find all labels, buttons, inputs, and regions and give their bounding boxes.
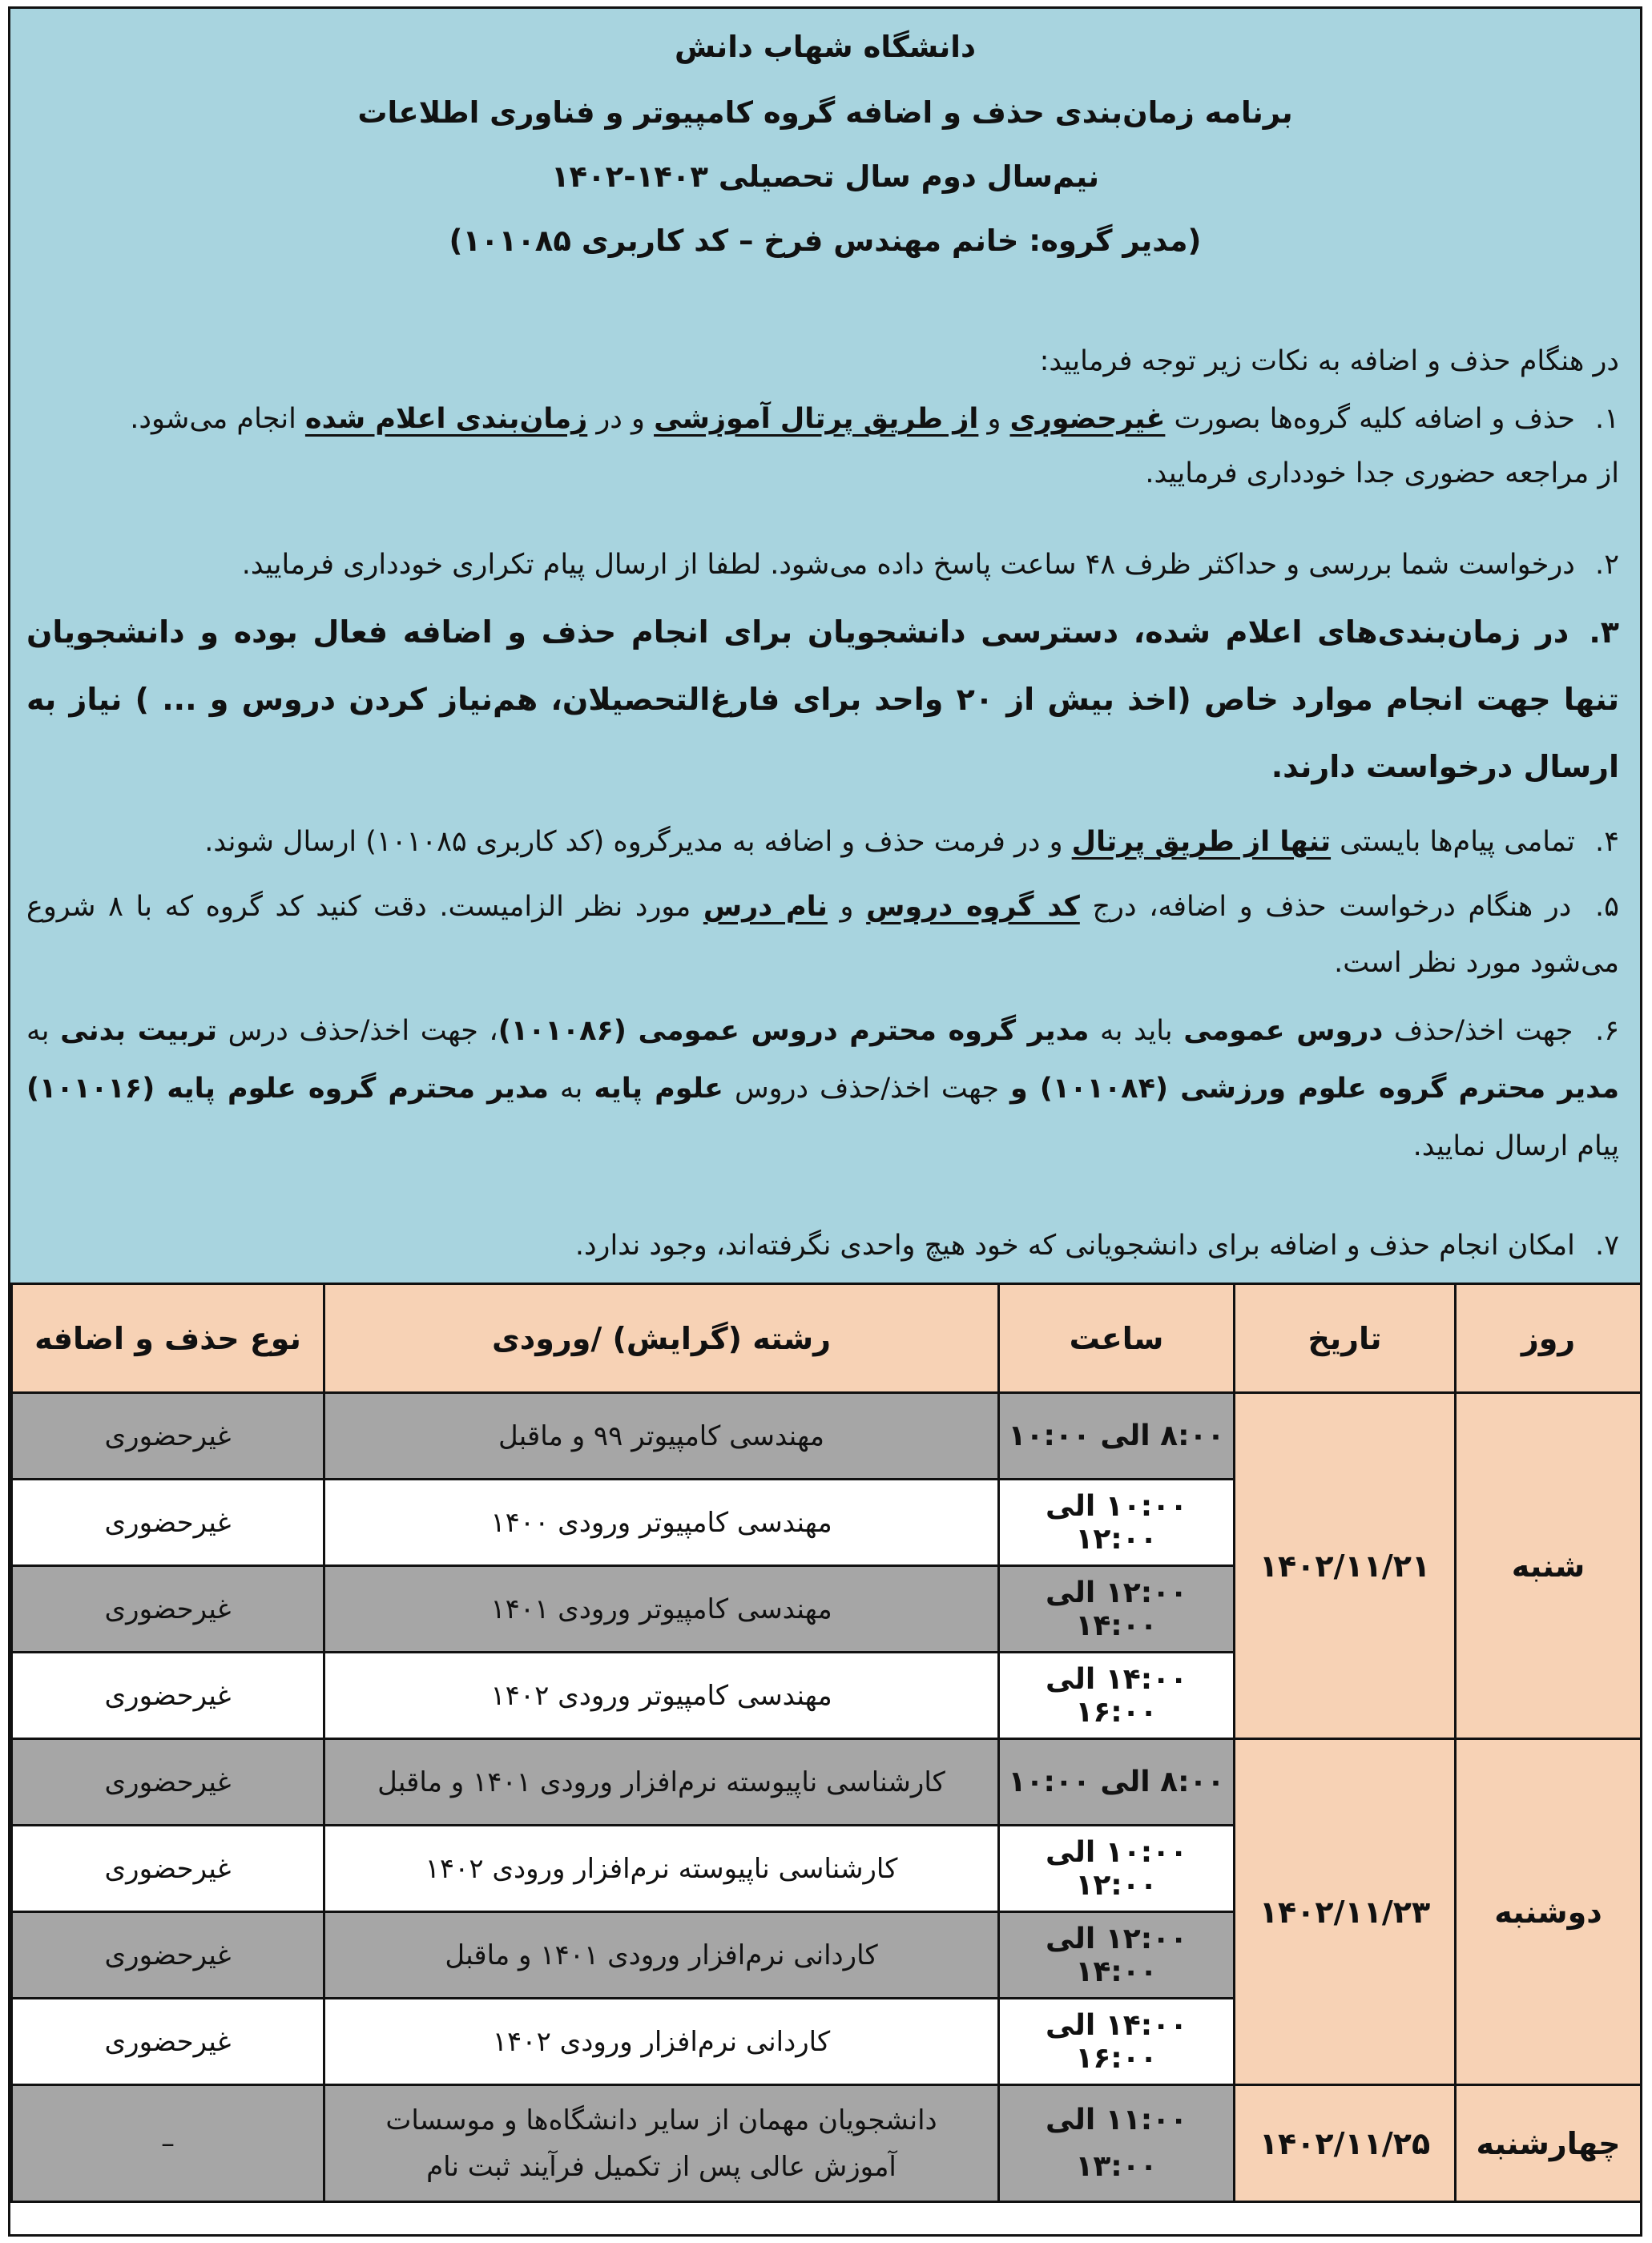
type-cell: – bbox=[12, 2085, 324, 2202]
table-row bbox=[12, 2085, 1642, 2202]
time-cell: ۱۲:۰۰ الی ۱۴:۰۰ bbox=[999, 1566, 1235, 1653]
intro-text: در هنگام حذف و اضافه به نکات زیر توجه فرمایید: bbox=[1039, 345, 1619, 377]
header-type: نوع حذف و اضافه bbox=[12, 1284, 324, 1393]
day-cell: دوشنبه bbox=[1456, 1739, 1642, 2085]
time-cell: ۱۴:۰۰ الی ۱۶:۰۰ bbox=[999, 1999, 1235, 2085]
type-cell: غیرحضوری bbox=[12, 1653, 324, 1739]
note-3: ۳. در زمان‌بندی‌های اعلام شده، دسترسی دانشجویان برای انجام حذف و اضافه فعال بوده و دانشجویان تنها جهت انجام موارد خاص (اخذ بیش از ۲۰ واحد برای فارغ‌التحصیلان، هم‌نیاز کردن دروس و ... ) نیاز به ارسال درخواست دارند. bbox=[26, 614, 1620, 784]
major-cell: مهندسی کامپیوتر ورودی ۱۴۰۲ bbox=[324, 1653, 999, 1739]
time-cell: ۸:۰۰ الی ۱۰:۰۰ bbox=[999, 1739, 1235, 1826]
time-cell: ۱۰:۰۰ الی ۱۲:۰۰ bbox=[999, 1480, 1235, 1566]
schedule-table bbox=[10, 1283, 1642, 2203]
notice-header bbox=[10, 9, 1640, 1283]
type-cell: غیرحضوری bbox=[12, 1566, 324, 1653]
note-7: ۷. امکان انجام حذف و اضافه برای دانشجویانی که خود هیچ واحدی نگرفته‌اند، وجود ندارد. bbox=[574, 1230, 1619, 1262]
major-cell: کاردانی نرم‌افزار ورودی ۱۴۰۱ و ماقبل bbox=[324, 1912, 999, 1999]
university-name: دانشگاه شهاب دانش bbox=[675, 30, 976, 64]
major-cell bbox=[324, 2085, 999, 2202]
type-cell: غیرحضوری bbox=[12, 1393, 324, 1480]
type-cell: غیرحضوری bbox=[12, 1826, 324, 1912]
day-cell: شنبه bbox=[1456, 1393, 1642, 1739]
major-cell: کارشناسی ناپیوسته نرم‌افزار ورودی ۱۴۰۱ و ماقبل bbox=[324, 1739, 999, 1826]
header-day: روز bbox=[1456, 1284, 1642, 1393]
time-cell: ۸:۰۰ الی ۱۰:۰۰ bbox=[999, 1393, 1235, 1480]
note-1: ۱. حذف و اضافه کلیه گروه‌ها بصورت غیرحضوری و از طریق پرتال آموزشی و در زمان‌بندی اعلام شده انجام می‌شود. از مراجعه حضوری جدا خودداری فرمایید. bbox=[130, 403, 1619, 489]
time-cell: ۱۱:۰۰ الی ۱۳:۰۰ bbox=[999, 2085, 1235, 2202]
type-cell: غیرحضوری bbox=[12, 1739, 324, 1826]
date-cell: ۱۴۰۲/۱۱/۲۱ bbox=[1235, 1393, 1456, 1739]
program-title: برنامه زمان‌بندی حذف و اضافه گروه کامپیوتر و فناوری اطلاعات bbox=[357, 95, 1293, 130]
type-cell: غیرحضوری bbox=[12, 1999, 324, 2085]
major-cell: مهندسی کامپیوتر ۹۹ و ماقبل bbox=[324, 1393, 999, 1480]
major-line-2: آموزش عالی پس از تکمیل فرآیند ثبت نام bbox=[426, 2150, 897, 2183]
header-time: ساعت bbox=[999, 1284, 1235, 1393]
note-5: ۵. در هنگام درخواست حذف و اضافه، درج کد گروه دروس و نام درس مورد نظر الزامیست. دقت کنید کد گروه که با ۸ شروع می‌شود مورد نظر است. bbox=[26, 891, 1619, 979]
time-cell: ۱۴:۰۰ الی ۱۶:۰۰ bbox=[999, 1653, 1235, 1739]
table-row bbox=[12, 1739, 1642, 1826]
header-major: رشته (گرایش) /ورودی bbox=[324, 1284, 999, 1393]
major-cell: مهندسی کامپیوتر ورودی ۱۴۰۰ bbox=[324, 1480, 999, 1566]
header-date: تاریخ bbox=[1235, 1284, 1456, 1393]
table-header-row bbox=[12, 1284, 1642, 1393]
note-6: ۶. جهت اخذ/حذف دروس عمومی باید به مدیر گروه محترم دروس عمومی (۱۰۱۰۸۶)، جهت اخذ/حذف درس تربیت بدنی به مدیر محترم گروه علوم ورزشی (۱۰۱۰۸۴) و جهت اخذ/حذف دروس علوم پایه به مدیر محترم گروه علوم پایه (۱۰۱۰۱۶) پیام ارسال نمایید. bbox=[26, 1015, 1620, 1162]
time-cell: ۱۲:۰۰ الی ۱۴:۰۰ bbox=[999, 1912, 1235, 1999]
day-cell: چهارشنبه bbox=[1456, 2085, 1642, 2202]
major-cell: کارشناسی ناپیوسته نرم‌افزار ورودی ۱۴۰۲ bbox=[324, 1826, 999, 1912]
type-cell: غیرحضوری bbox=[12, 1480, 324, 1566]
major-cell: کاردانی نرم‌افزار ورودی ۱۴۰۲ bbox=[324, 1999, 999, 2085]
date-cell: ۱۴۰۲/۱۱/۲۵ bbox=[1235, 2085, 1456, 2202]
semester-title: نیم‌سال دوم سال تحصیلی ۱۴۰۳-۱۴۰۲ bbox=[550, 159, 1100, 194]
note-4: ۴. تمامی پیام‌ها بایستی تنها از طریق پرتال و در فرمت حذف و اضافه به مدیرگروه (کد کاربری ۱۰۱۰۸۵) ارسال شوند. bbox=[204, 826, 1619, 858]
table-row bbox=[12, 1393, 1642, 1480]
manager-line: (مدیر گروه: خانم مهندس فرخ – کد کاربری ۱۰۱۰۸۵) bbox=[449, 223, 1202, 258]
major-line-1: دانشجویان مهمان از سایر دانشگاه‌ها و موسسات bbox=[385, 2104, 937, 2136]
time-cell: ۱۰:۰۰ الی ۱۲:۰۰ bbox=[999, 1826, 1235, 1912]
date-cell: ۱۴۰۲/۱۱/۲۳ bbox=[1235, 1739, 1456, 2085]
major-cell: مهندسی کامپیوتر ورودی ۱۴۰۱ bbox=[324, 1566, 999, 1653]
note-2: ۲. درخواست شما بررسی و حداکثر ظرف ۴۸ ساعت پاسخ داده می‌شود. لطفا از ارسال پیام تکراری خودداری فرمایید. bbox=[241, 549, 1619, 581]
schedule-document bbox=[8, 6, 1642, 2237]
type-cell: غیرحضوری bbox=[12, 1912, 324, 1999]
